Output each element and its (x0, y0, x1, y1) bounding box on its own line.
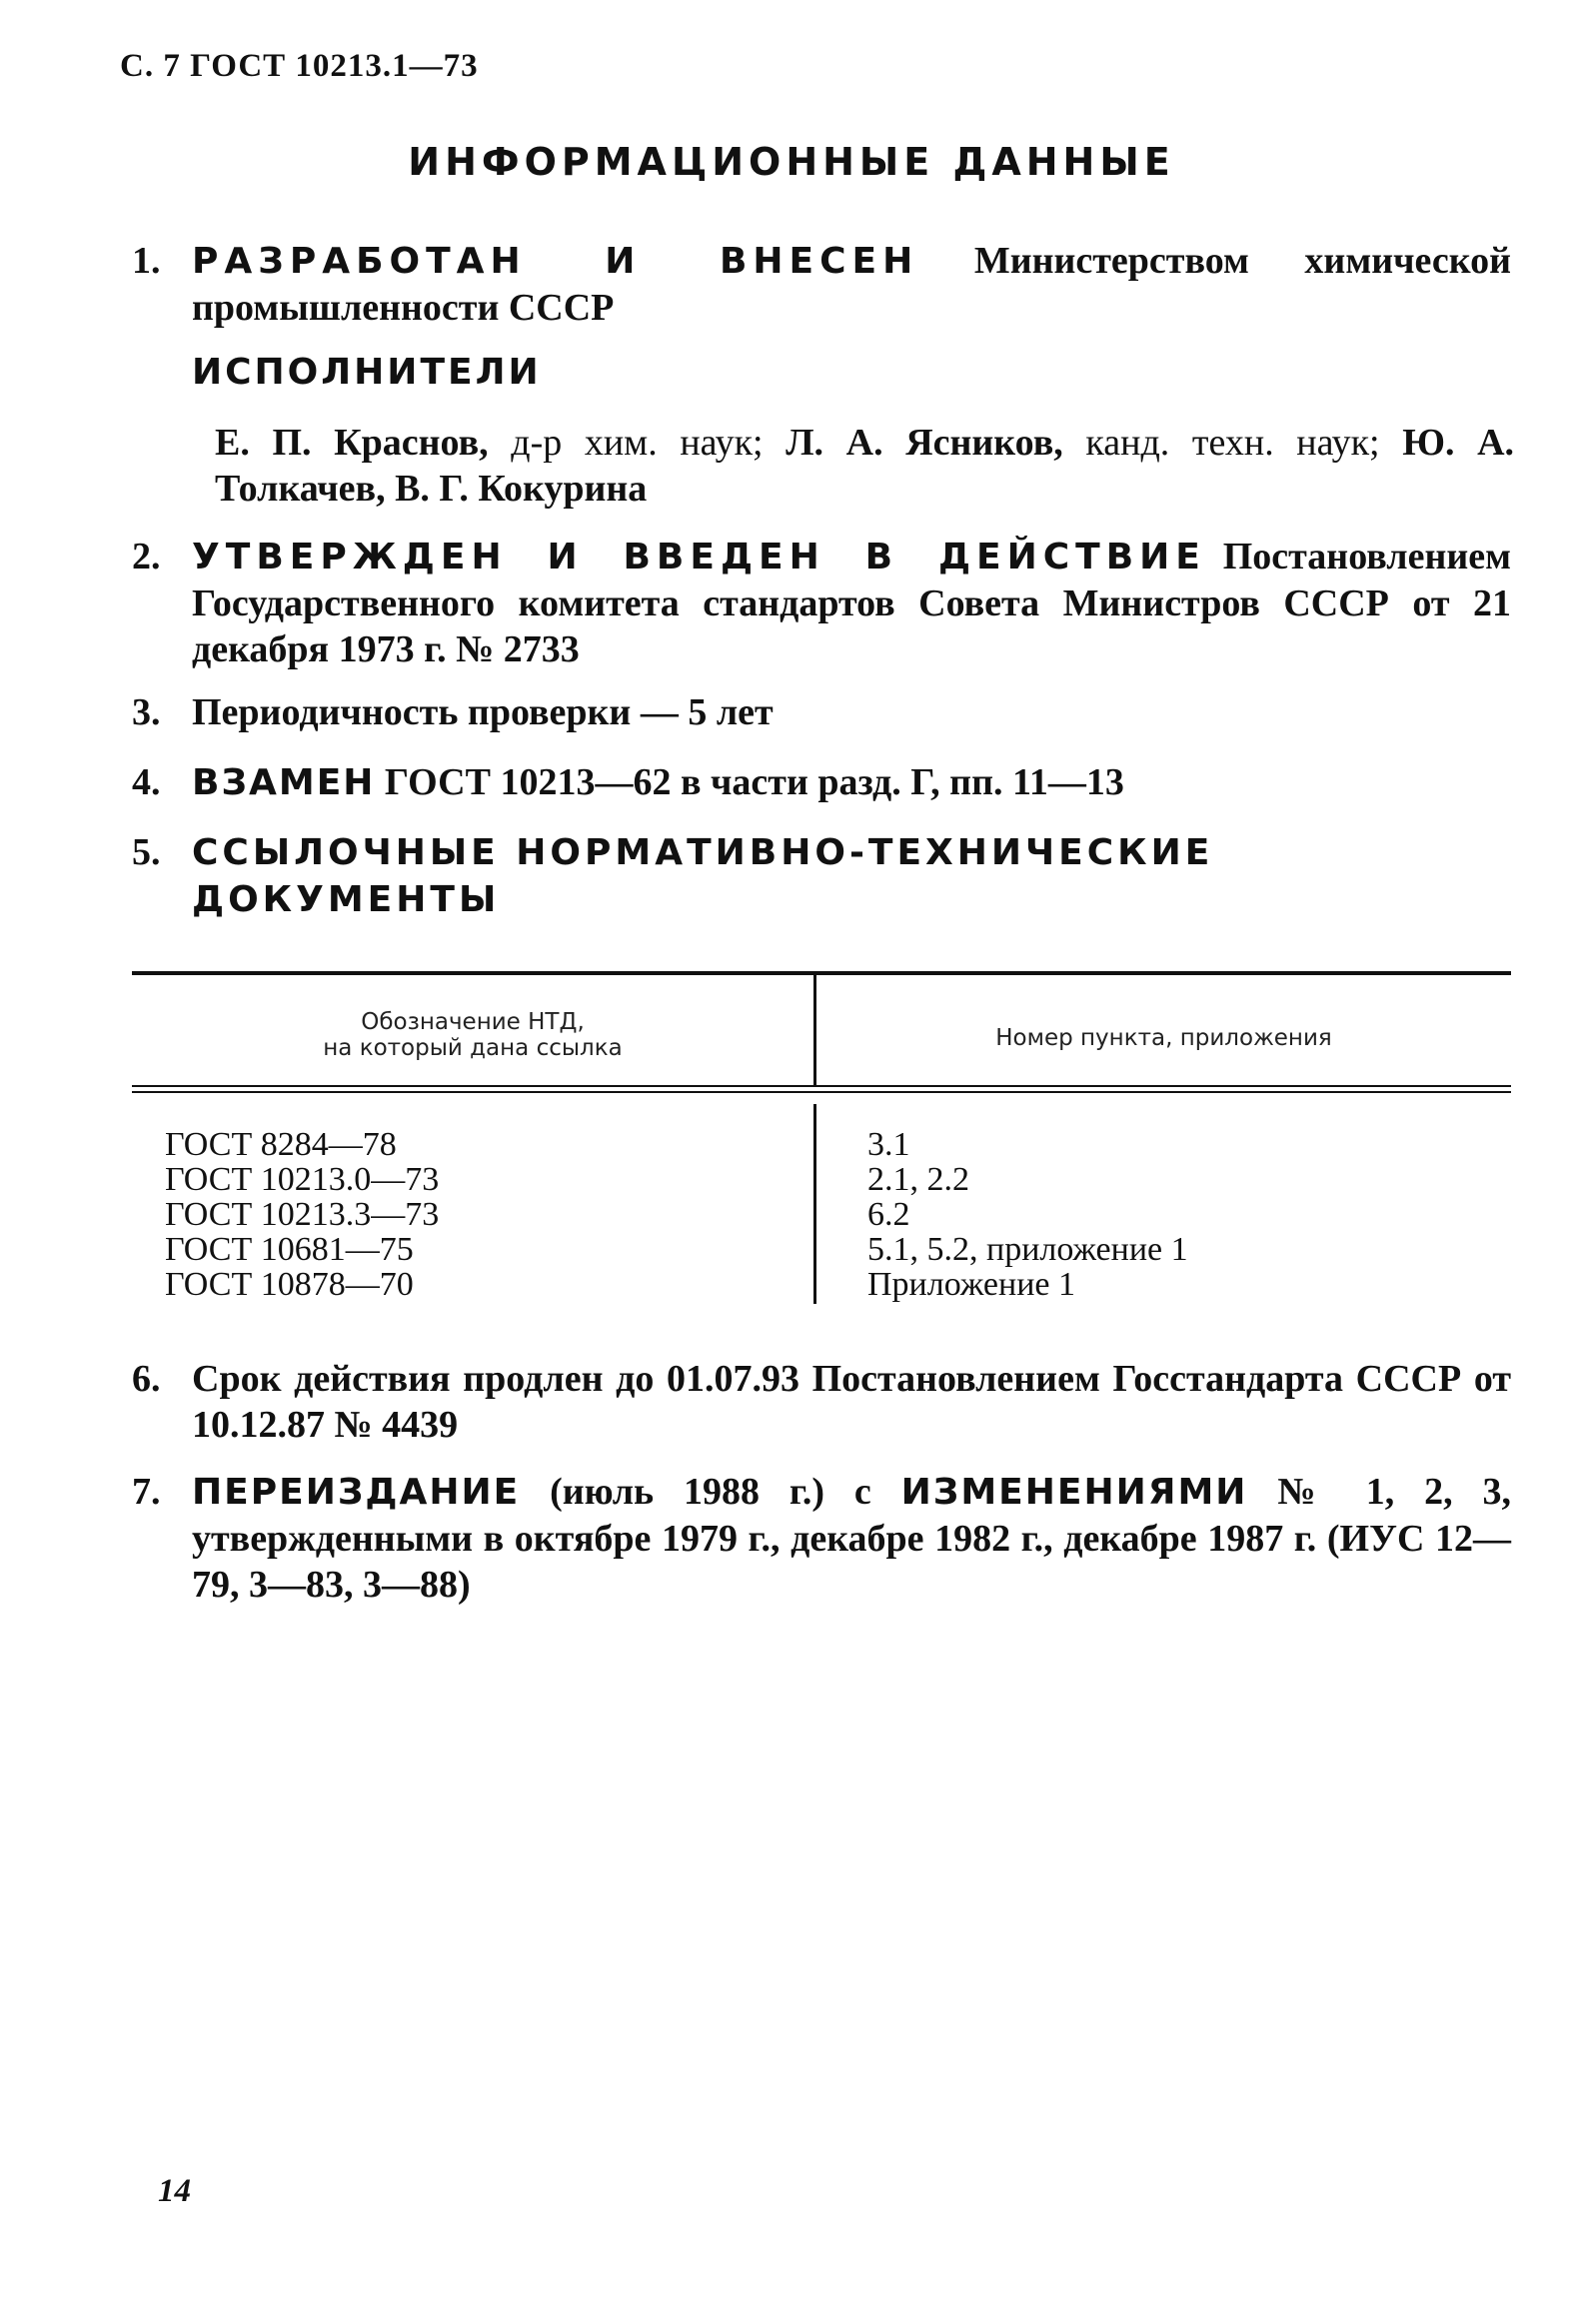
item-number: 1. (132, 240, 161, 282)
info-item-3 (132, 689, 1511, 735)
executor-name: В. Г. Кокурина (395, 468, 648, 510)
table-header-document (132, 1009, 813, 1061)
table-header-rule (132, 1085, 1511, 1087)
item-number: 4. (132, 761, 161, 803)
item-heading: УТВЕРЖДЕН И ВВЕДЕН В ДЕЙСТВИЕ (192, 537, 1206, 578)
ref-cell: 3.1 (867, 1126, 910, 1163)
header-line: на который дана ссылка (323, 1035, 623, 1061)
item-text: ГОСТ 10213—62 в части разд. Г, пп. 11—13 (384, 761, 1124, 803)
item-text: Постановлением Государственного комитета стандартов Совета Министров СССР от 21 декабря 1973 г. № 2733 (192, 536, 1511, 670)
header-line: Обозначение НТД, (361, 1009, 585, 1035)
executor-degree: д-р хим. наук; (511, 422, 764, 464)
ref-cell: Приложение 1 (867, 1266, 1075, 1303)
info-item-1 (132, 238, 1511, 331)
page-number: 14 (158, 2173, 191, 2209)
item-text: Срок действия продлен до 01.07.93 Постановлением Госстандарта СССР от 10.12.87 № 4439 (192, 1358, 1511, 1446)
page-header: С. 7 ГОСТ 10213.1—73 (120, 48, 479, 84)
item-text: № 1, 2, 3, утвержденными в октябре 1979 г., декабре 1982 г., декабре 1987 г. (ИУС 12—79, 3—83, 3—88) (192, 1471, 1512, 1606)
table-row (165, 1127, 439, 1302)
item-number: 2. (132, 536, 161, 578)
page-title: ИНФОРМАЦИОННЫЕ ДАННЫЕ (408, 140, 1175, 184)
item-heading: ВЗАМЕН (192, 762, 376, 803)
item-text: Периодичность проверки — 5 лет (192, 691, 774, 733)
table-top-rule (132, 971, 1511, 975)
table-body-divider (813, 1104, 816, 1304)
item-heading: ПЕРЕИЗДАНИЕ (192, 1472, 521, 1513)
table-header-reference: Номер пункта, приложения (995, 1025, 1332, 1051)
ref-cell: 2.1, 2.2 (867, 1161, 969, 1198)
table-row (867, 1127, 1188, 1302)
executor-degree: канд. техн. наук; (1085, 422, 1380, 464)
item-text: Министерством химической промышленности СССР (192, 240, 1512, 329)
info-item-6 (132, 1356, 1511, 1448)
item-number: 6. (132, 1358, 161, 1400)
executors-list (215, 420, 1514, 512)
doc-cell: ГОСТ 8284—78 (165, 1126, 397, 1163)
item-heading: ССЫЛОЧНЫЕ НОРМАТИВНО-ТЕХНИЧЕСКИЕ ДОКУМЕНТЫ (192, 832, 1214, 920)
item-number: 7. (132, 1471, 161, 1513)
info-item-5 (132, 829, 1511, 923)
item-heading: РАЗРАБОТАН И ВНЕСЕН (192, 241, 919, 282)
executor-name: Е. П. Краснов, (215, 422, 489, 464)
table-header-rule-2 (132, 1091, 1511, 1093)
executors-label: ИСПОЛНИТЕЛИ (192, 352, 542, 393)
info-item-7 (132, 1469, 1511, 1608)
item-heading: ИЗМЕНЕНИЯМИ (900, 1472, 1248, 1513)
item-text: (июль 1988 г.) с (550, 1471, 871, 1513)
executor-name: Л. А. Ясников, (786, 422, 1063, 464)
doc-cell: ГОСТ 10213.0—73 (165, 1161, 440, 1198)
doc-cell: ГОСТ 10878—70 (165, 1266, 414, 1303)
doc-cell: ГОСТ 10213.3—73 (165, 1196, 440, 1233)
ref-cell: 6.2 (867, 1196, 910, 1233)
info-item-4 (132, 759, 1511, 806)
item-number: 5. (132, 831, 161, 873)
doc-cell: ГОСТ 10681—75 (165, 1231, 414, 1268)
item-number: 3. (132, 691, 161, 733)
executor-name: Ю. А. Толкачев, (215, 422, 1515, 510)
ref-cell: 5.1, 5.2, приложение 1 (867, 1231, 1188, 1268)
info-item-2 (132, 534, 1511, 672)
